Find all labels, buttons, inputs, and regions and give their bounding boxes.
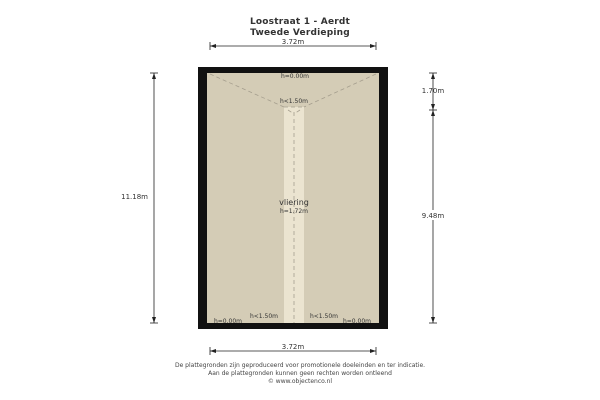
- room-vliering: [198, 67, 388, 329]
- bottom-right-corner-height: h=0.00m: [342, 318, 372, 325]
- copyright-line: © www.objectenco.nl: [267, 378, 333, 385]
- right-top-label: 1.70m: [421, 87, 445, 95]
- left-height-dimension: [121, 73, 158, 323]
- disclaimer-line-1: De plattegronden zijn geproduceerd voor promotionele doeleinden en ter indicatie.: [174, 362, 426, 369]
- bottom-width-dimension: [210, 343, 376, 355]
- ridge-low-height: h<1.50m: [279, 98, 309, 105]
- right-top-dimension: [422, 73, 445, 110]
- right-bottom-label: 9.48m: [421, 212, 445, 220]
- bottom-left-corner-height: h=0.00m: [213, 318, 243, 325]
- room-height: h=1.72m: [279, 208, 309, 215]
- left-height-label: 11.18m: [121, 193, 148, 201]
- right-bottom-dimension: [418, 110, 448, 323]
- top-width-dimension: [210, 38, 376, 50]
- bottom-right-inner-height: h<1.50m: [309, 313, 339, 320]
- plan-title: Loostraat 1 - Aerdt: [249, 17, 351, 27]
- room-name: vliering: [279, 198, 309, 207]
- bottom-left-inner-height: h<1.50m: [249, 313, 279, 320]
- disclaimer-line-2: Aan de plattegronden kunnen geen rechten worden ontleend: [208, 370, 392, 377]
- top-width-label: 3.72m: [281, 38, 305, 46]
- floor-subtitle: Tweede Verdieping: [250, 28, 350, 38]
- bottom-width-label: 3.72m: [281, 343, 305, 351]
- ridge-top-height: h=0.00m: [280, 73, 310, 80]
